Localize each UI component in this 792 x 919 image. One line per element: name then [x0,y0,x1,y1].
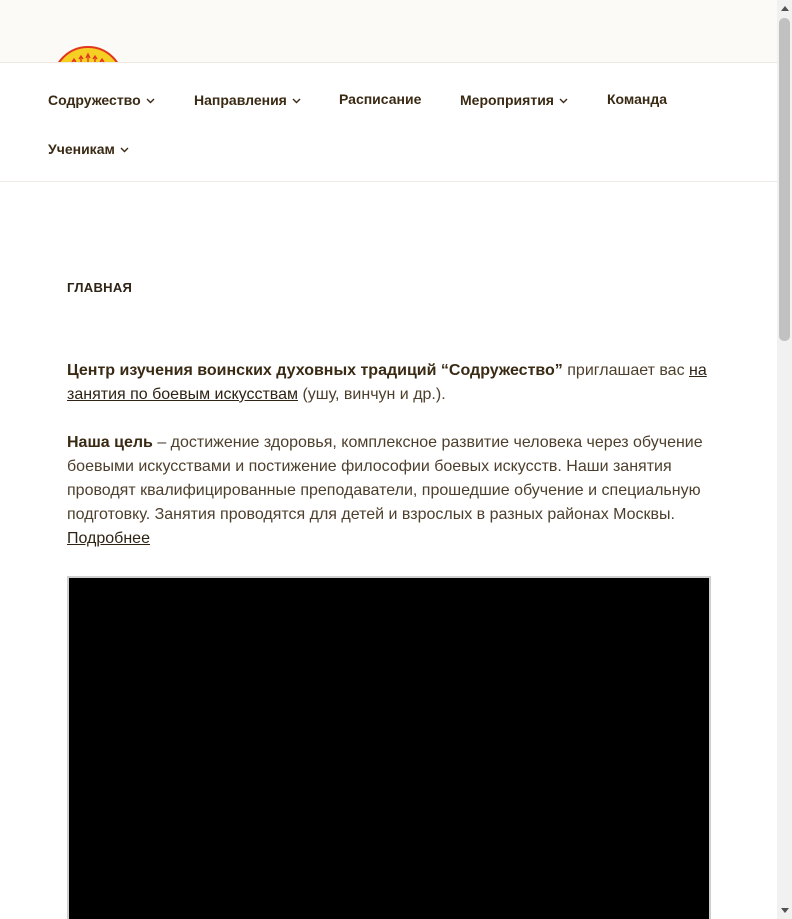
scroll-down-icon[interactable] [781,908,789,913]
goal-text: – достижение здоровья, комплексное развитие человека через обучение боевыми искусствами и постижение философии боевых искусств. Наши занятия проводят квалифицированные преподаватели, прошедшие обучение и специальную подготовку. Занятия проводятся для детей и взрослых в разных районах Москвы. [67,434,703,523]
nav-item-komanda[interactable] [607,91,667,107]
nav-item-label: Расписание [339,91,422,107]
chevron-down-icon [559,91,568,107]
main-navigation [0,62,777,182]
nav-item-label: Содружество [48,92,141,108]
nav-item-uchenikam[interactable] [48,140,129,157]
goal-label: Наша цель [67,434,153,451]
nav-item-raspisanie[interactable] [339,91,421,107]
nav-item-meropriyatiya[interactable] [460,91,568,108]
page-title: ГЛАВНАЯ [67,280,133,295]
chevron-down-icon [120,140,129,156]
nav-item-label: Ученикам [48,141,115,157]
site-header-bar [0,0,777,62]
org-name: Центр изучения воинских духовных традиций “Содружество” [67,362,563,379]
page-scrollbar[interactable] [777,0,792,919]
nav-item-napravleniya[interactable] [194,91,301,108]
intro-text-end: (ушу, винчун и др.). [298,386,446,403]
nav-item-label: Мероприятия [460,92,554,108]
classes-link[interactable]: на занятия по боевым искусствам [67,362,707,403]
nav-item-label: Команда [607,91,667,107]
intro-text: приглашает вас [562,362,690,379]
nav-item-sodruzhestvo[interactable] [48,91,155,108]
goal-paragraph [67,431,711,551]
chevron-down-icon [292,91,301,107]
scrollbar-thumb[interactable] [779,18,790,341]
nav-item-label: Направления [194,92,287,108]
more-link[interactable]: Подробнее [67,530,150,547]
scroll-up-icon[interactable] [781,6,789,11]
intro-paragraph [67,359,711,407]
chevron-down-icon [146,91,155,107]
video-player[interactable] [67,576,711,919]
